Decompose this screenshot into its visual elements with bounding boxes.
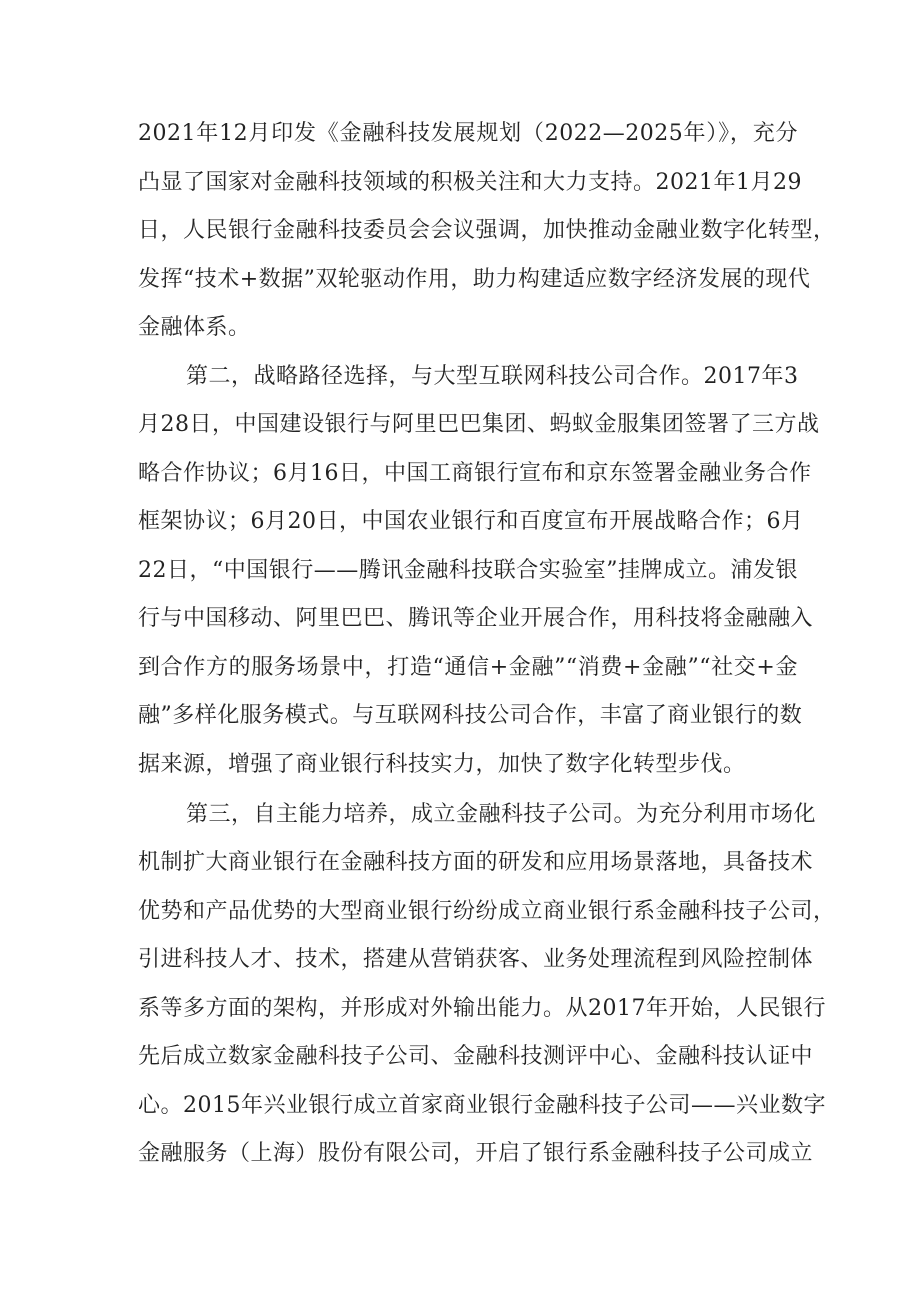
text-line: 22日，“中国银行——腾讯金融科技联合实验室”挂牌成立。浦发银	[138, 558, 798, 583]
text-line: 发挥“技术+数据”双轮驱动作用，助力构建适应数字经济发展的现代	[138, 267, 811, 292]
paragraph-first-line: 第二，战略路径选择，与大型互联网科技公司合作。2017年3	[186, 364, 799, 389]
text-line: 心。2015年兴业银行成立首家商业银行金融科技子公司——兴业数字	[138, 1093, 826, 1118]
text-line: 行与中国移动、阿里巴巴、腾讯等企业开展合作，用科技将金融融入	[138, 606, 814, 631]
text-line: 先后成立数家金融科技子公司、金融科技测评中心、金融科技认证中	[138, 1044, 814, 1069]
paragraph-first-line: 第三，自主能力培养，成立金融科技子公司。为充分利用市场化	[186, 802, 817, 827]
text-line: 机制扩大商业银行在金融科技方面的研发和应用场景落地，具备技术	[138, 850, 814, 875]
text-line: 优势和产品优势的大型商业银行纷纷成立商业银行系金融科技子公司，	[138, 899, 836, 924]
text-line: 到合作方的服务场景中，打造“通信+金融”“消费+金融”“社交+金	[138, 655, 798, 680]
text-line: 融”多样化服务模式。与互联网科技公司合作，丰富了商业银行的数	[138, 703, 803, 728]
text-line: 2021年12月印发《金融科技发展规划（2022—2025年）》，充分	[138, 121, 798, 146]
text-line: 框架协议；6月20日，中国农业银行和百度宣布开展战略合作；6月	[138, 509, 804, 534]
text-line: 月28日，中国建设银行与阿里巴巴集团、蚂蚁金服集团签署了三方战	[138, 412, 820, 437]
text-line: 金融体系。	[138, 315, 251, 340]
text-line: 日，人民银行金融科技委员会会议强调，加快推动金融业数字化转型，	[138, 218, 836, 243]
text-line: 略合作协议；6月16日，中国工商银行宣布和京东签署金融业务合作	[138, 461, 812, 486]
text-line: 据来源，增强了商业银行科技实力，加快了数字化转型步伐。	[138, 752, 746, 777]
text-line: 金融服务（上海）股份有限公司，开启了银行系金融科技子公司成立	[138, 1141, 814, 1166]
text-line: 凸显了国家对金融科技领域的积极关注和大力支持。2021年1月29	[138, 170, 802, 195]
text-line: 系等多方面的架构，并形成对外输出能力。从2017年开始，人民银行	[138, 996, 826, 1021]
text-line: 引进科技人才、技术，搭建从营销获客、业务处理流程到风险控制体	[138, 947, 814, 972]
